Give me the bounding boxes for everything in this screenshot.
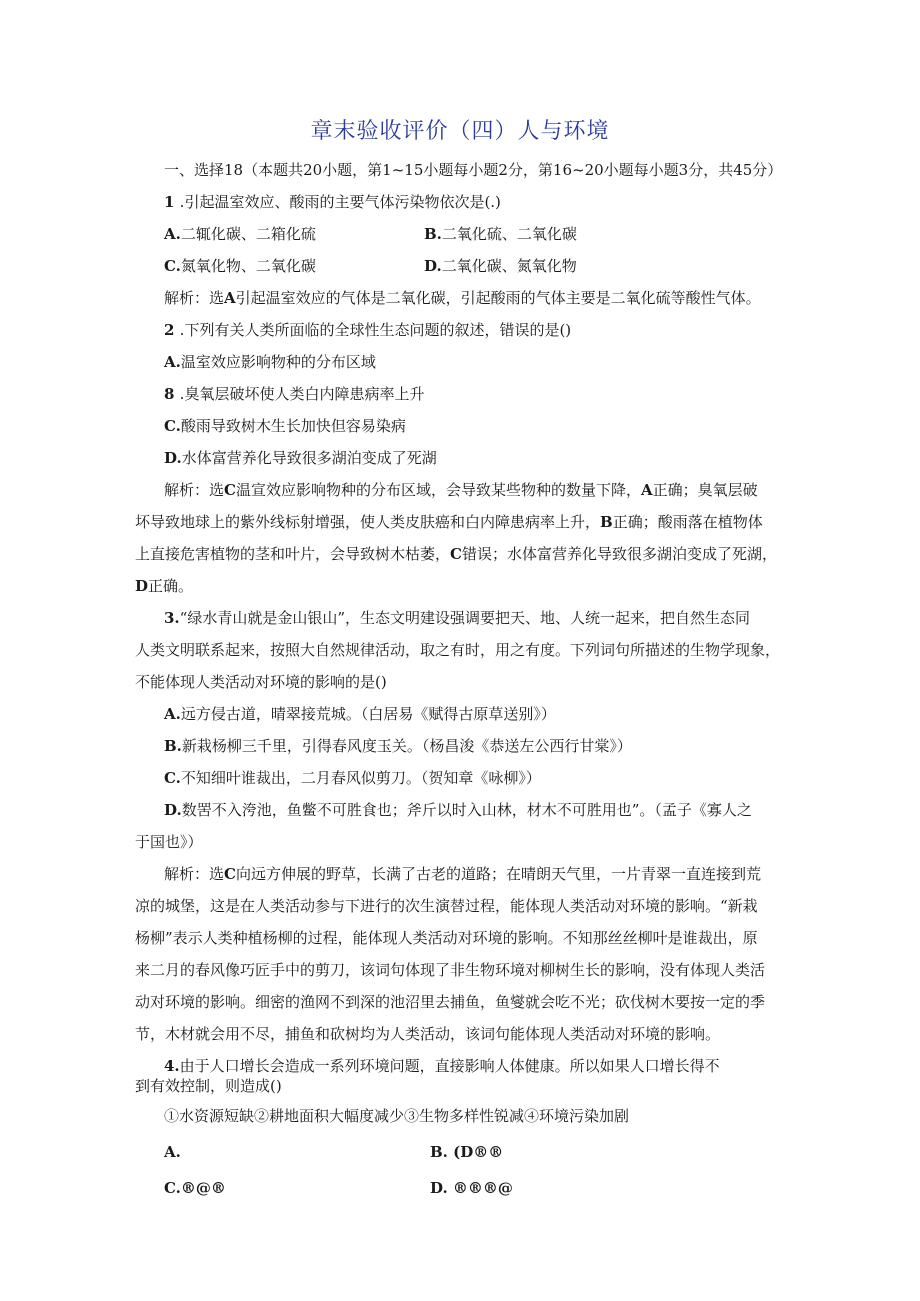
q1-analysis: 解析：选A引起温室效应的气体是二氧化碳，引起酸雨的气体主要是二氧化硫等酸性气体。 bbox=[164, 289, 761, 307]
q1-option-a: A.二辄化碳、二箱化硫 bbox=[164, 225, 316, 243]
question-1-stem: 1 .引起温室效应、酸雨的主要气体污染物依次是(.) bbox=[164, 193, 501, 211]
q2-option-c: C.酸雨导致树木生长加快但容易染病 bbox=[164, 417, 406, 435]
question-3-stem-line-2: 人类文明联系起来，按照大自然规律活动，取之有时，用之有度。下列词句所描述的生物学现象， bbox=[135, 641, 781, 659]
q3-analysis-line-1: 解析：选C向远方伸展的野草，长满了古老的道路；在晴朗天气里，一片青翠一直连接到荒 bbox=[164, 865, 761, 883]
q2-option-a: A.温室效应影响物种的分布区域 bbox=[164, 353, 376, 371]
q3-analysis-line-4: 来二月的春风像巧匠手中的剪刀，该词句体现了非生物环境对柳树生长的影响，没有体现人类活 bbox=[135, 961, 766, 979]
question-3-stem-line-3: 不能体现人类活动对环境的影响的是() bbox=[135, 673, 387, 691]
q4-items: ①水资源短缺②耕地面积大幅度减少③生物多样性锐减④环境污染加剧 bbox=[164, 1107, 630, 1125]
q3-option-c: C.不知细叶谁裁出，二月春风似剪刀。（贺知章《咏柳》） bbox=[164, 769, 541, 787]
q2-analysis-line-3: 上直接危害植物的茎和叶片，会导致树木枯萎，C错误；水体富营养化导致很多湖泊变成了死湖， bbox=[135, 545, 777, 563]
question-4-stem-line-2: 到有效控制，则造成() bbox=[135, 1077, 282, 1095]
q2-analysis-line-4: D正确。 bbox=[135, 577, 194, 595]
q4-option-c: C.®@® bbox=[164, 1179, 226, 1197]
q1-option-b: B.二氧化硫、二氧化碳 bbox=[424, 225, 577, 243]
question-4-stem-line-1: 4.由于人口增长会造成一系列环境问题，直接影响人体健康。所以如果人口增长得不 bbox=[164, 1057, 720, 1075]
question-3-stem-line-1: 3.“绿水青山就是金山银山”，生态文明建设强调要把天、地、人统一起来，把自然生态同 bbox=[164, 609, 751, 627]
page-title: 章末验收评价（四）人与环境 bbox=[310, 119, 610, 144]
q2-analysis-line-2: 坏导致地球上的紫外线标射增强，使人类皮肤癌和白内障患病率上升，B正确；酸雨落在植物体 bbox=[135, 513, 763, 531]
q3-option-d: D.数罟不入洿池，鱼鳖不可胜食也；斧斤以时入山林，材木不可胜用也”。（孟子《寡人之 bbox=[164, 801, 752, 819]
q4-option-b: B. (D®® bbox=[430, 1143, 504, 1161]
q3-analysis-line-3: 杨柳”表示人类种植杨柳的过程，能体现人类活动对环境的影响。不知那丝丝柳叶是谁裁出，原 bbox=[135, 929, 758, 947]
q3-analysis-line-2: 凉的城堡，这是在人类活动参与下进行的次生演替过程，能体现人类活动对环境的影响。“新栽 bbox=[135, 897, 758, 915]
q1-option-c: C.氮氧化物、二氧化碳 bbox=[164, 257, 316, 275]
q3-option-a: A.远方侵古道，晴翠接荒城。（白居易《赋得古原草送别》） bbox=[164, 705, 556, 723]
q3-analysis-line-6: 节，木材就会用不尽，捕鱼和砍树均为人类活动，该词句能体现人类活动对环境的影响。 bbox=[135, 1025, 721, 1043]
section-heading: 一、选择18（本题共20小题，第1~15小题每小题2分，第16~20小题每小题3分，共45分） bbox=[164, 161, 783, 179]
q3-option-d-continued: 于国也》） bbox=[135, 833, 203, 851]
q2-analysis-line-1: 解析：选C温宣效应影响物种的分布区域，会导致某些物种的数量下降，A正确；臭氧层破 bbox=[164, 481, 758, 499]
q2-option-d: D.水体富营养化导致很多湖泊变成了死湖 bbox=[164, 449, 437, 467]
q1-option-d: D.二氧化碳、氮氧化物 bbox=[424, 257, 577, 275]
q4-option-a: A. bbox=[164, 1143, 181, 1161]
q4-option-d: D. ®®®@ bbox=[430, 1179, 513, 1197]
q2-option-b: 8 .臭氧层破坏使人类白内障患病率上升 bbox=[164, 385, 425, 403]
q3-analysis-line-5: 动对环境的影响。细密的渔网不到深的池沼里去捕鱼，鱼燮就会吃不光；砍伐树木要按一定的季 bbox=[135, 993, 766, 1011]
question-2-stem: 2 .下列有关人类所面临的全球性生态问题的叙述，错误的是() bbox=[164, 321, 572, 339]
q3-option-b: B.新栽杨柳三千里，引得春风度玉关。（杨昌浚《恭送左公西行甘棠》） bbox=[164, 737, 632, 755]
